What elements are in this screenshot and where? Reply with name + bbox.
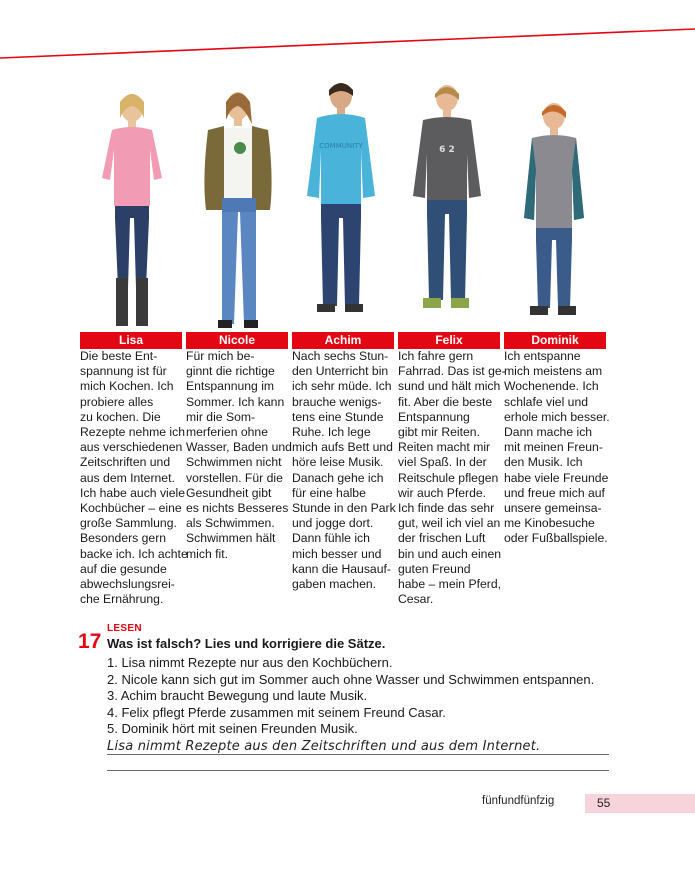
text-dominik: Ich entspanne mich meistens am Wochenende. Ich schlafe viel und erhole mich besser. Dann mache ich mit meinen Freun- den Musik. Ich habe viele Freunde und freue mich auf unsere gemeinsa- me Kinobesuche oder Fußballspiele. bbox=[504, 349, 610, 546]
page-number-word: fünfundfünfzig bbox=[482, 795, 555, 807]
statement-list bbox=[107, 655, 594, 738]
statement-item: 3. Achim braucht Bewegung und laute Musik. bbox=[107, 688, 368, 703]
statement-item: 2. Nicole kann sich gut im Sommer auch ohne Wasser und Schwimmen entspannen. bbox=[107, 671, 595, 687]
statement-item: 1. Lisa nimmt Rezepte nur aus den Kochbüchern. bbox=[107, 655, 393, 670]
photo-felix bbox=[395, 78, 499, 334]
name-label-dominik: Dominik bbox=[504, 332, 606, 349]
answer-line-1 bbox=[107, 754, 609, 755]
statement-item: 5. Dominik hört mit seinen Freunden Musik. bbox=[107, 721, 358, 736]
statement-item: 4. Felix pflegt Pferde zusammen mit seinem Freund Casar. bbox=[107, 704, 446, 720]
photo-lisa bbox=[80, 78, 184, 334]
page-number: 55 bbox=[597, 796, 611, 810]
name-label-lisa: Lisa bbox=[80, 332, 182, 349]
text-felix: Ich fahre gern Fahrrad. Das ist ge- sund und hält mich fit. Aber die beste Entspannung gibt mir Reiten. Reiten macht mir viel Spaß. In der Reitschule pflegen wir auch Pferde. Ich finde das sehr gut, weil ich viel an der frischen Luft bin und auch einen guten Freund habe – mein Pferd, Cesar. bbox=[398, 349, 506, 607]
name-label-nicole: Nicole bbox=[186, 332, 288, 349]
photo-achim bbox=[289, 78, 393, 334]
answer-line-2 bbox=[107, 770, 609, 771]
hoodie-print-felix: 6 2 bbox=[439, 145, 455, 155]
text-achim: Nach sechs Stun- den Unterricht bin ich sehr müde. Ich brauche wenigs- tens eine Stunde Ruhe. Ich lege mich aufs Bett und höre leise Musik. Danach gehe ich für eine halbe Stunde in den Park und jogge dort. Dann fühle ich mich besser und kann die Hausauf- gaben machen. bbox=[292, 349, 396, 592]
name-label-achim: Achim bbox=[292, 332, 394, 349]
photo-nicole bbox=[184, 78, 288, 334]
section-label: LESEN bbox=[107, 623, 142, 634]
text-lisa: Die beste Ent- spannung ist für mich Kochen. Ich probiere alles zu kochen. Die Rezepte nehme ich aus verschiedenen Zeitschriften und aus dem Internet. Ich habe auch viele Kochbücher – eine große Sammlung. Besonders gern backe ich. Ich achte auf die gesunde abwechslungsrei- che Ernährung. bbox=[80, 349, 188, 607]
name-label-felix: Felix bbox=[398, 332, 500, 349]
exercise-number: 17 bbox=[78, 630, 102, 653]
photo-dominik bbox=[502, 78, 606, 334]
exercise-question: Was ist falsch? Lies und korrigiere die Sätze. bbox=[107, 636, 386, 651]
text-nicole: Für mich be- ginnt die richtige Entspannung im Sommer. Ich kann mir die Som- merferien ohne Wasser, Baden und Schwimmen nicht vorstellen. Für die Gesundheit gibt es nichts Besseres als Schwimmen. Schwimmen hält mich fit. bbox=[186, 349, 292, 561]
handwritten-answer: Lisa nimmt Rezepte aus den Zeitschriften und aus dem Internet. bbox=[107, 739, 541, 754]
top-decorative-line bbox=[0, 0, 695, 70]
hoodie-print-achim: COMMUNITY bbox=[319, 142, 363, 150]
